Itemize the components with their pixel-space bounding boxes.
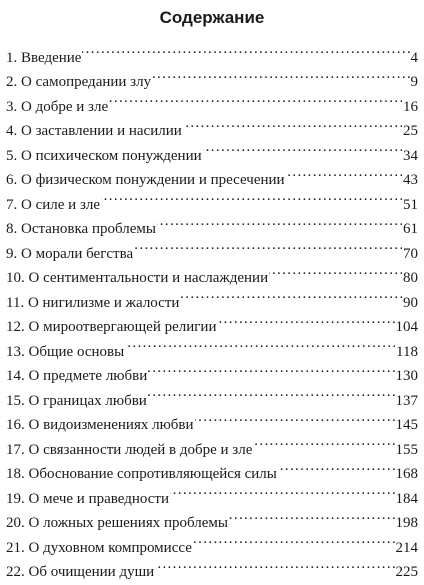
toc-entry-page: 118: [396, 343, 418, 360]
toc-entry-label: 3. О добре и зле: [6, 98, 109, 115]
toc-entry-page: 70: [403, 245, 418, 262]
toc-entry-label: 2. О самопредании злу: [6, 74, 152, 90]
toc-entry-label: 14. О предмете любви: [6, 368, 148, 384]
toc-entry-label: 11. О нигилизме и жалости: [6, 294, 180, 311]
dot-leader: [82, 37, 409, 62]
dot-leader: [101, 184, 402, 209]
toc-entry-label: 7. О силе и зле: [6, 196, 101, 213]
toc-entry-page: 34: [403, 147, 418, 164]
toc-entry-page: 80: [403, 270, 418, 286]
toc-entry-page: 184: [395, 490, 418, 507]
toc-entry-page: 4: [410, 49, 418, 66]
toc-entry-page: 155: [395, 441, 418, 458]
toc-entry-page: 90: [403, 294, 418, 311]
toc-entry-page: 43: [403, 172, 418, 188]
toc-title: Содержание: [159, 8, 265, 27]
toc-entry-label: 15. О границах любви: [6, 392, 147, 409]
dot-leader: [195, 405, 395, 430]
toc-entry-label: 16. О видоизменениях любви: [6, 417, 194, 433]
toc-entry-label: 19. О мече и праведности: [6, 490, 170, 507]
dot-leader: [218, 307, 395, 332]
toc-entry-page: 225: [395, 564, 418, 580]
toc-entry-label: 9. О морали бегства: [6, 245, 134, 262]
dot-leader: [157, 209, 402, 234]
toc-entry-label: 6. О физическом понуждении и пресечении: [6, 172, 285, 188]
dot-leader: [203, 135, 402, 160]
dot-leader: [148, 380, 395, 405]
toc-entry-label: 10. О сентиментальности и наслаждении: [6, 270, 269, 286]
toc-entry-page: 104: [395, 319, 418, 335]
toc-entry-page: 145: [395, 417, 418, 433]
dot-leader: [155, 552, 394, 577]
toc-entry[interactable]: [6, 37, 418, 66]
toc-page: [0, 8, 424, 583]
toc-entry-page: 51: [403, 196, 418, 213]
toc-entry-page: 137: [395, 392, 418, 409]
toc-entry-label: 17. О связанности людей в добре и зле: [6, 441, 253, 458]
toc-entry-page: 214: [395, 539, 418, 556]
dot-leader: [286, 160, 402, 185]
toc-entry-label: 4. О заставлении и насилии: [6, 123, 182, 139]
toc-entry-label: 13. Общие основы: [6, 343, 125, 360]
dot-leader: [229, 503, 395, 528]
dot-leader: [148, 356, 394, 381]
dot-leader: [193, 527, 395, 552]
dot-leader: [170, 478, 394, 503]
toc-entry-label: 1. Введение: [6, 49, 82, 66]
toc-entry-page: 168: [395, 466, 418, 482]
dot-leader: [278, 454, 395, 479]
toc-entry-label: 22. Об очищении души: [6, 564, 155, 580]
dot-leader: [180, 282, 402, 307]
toc-entry-label: 5. О психическом понуждении: [6, 147, 202, 164]
toc-entry-page: 130: [395, 368, 418, 384]
toc-entry-label: 21. О духовном компромиссе: [6, 539, 192, 556]
toc-entry-page: 198: [395, 515, 418, 531]
dot-leader: [269, 258, 402, 283]
dot-leader: [152, 62, 409, 87]
dot-leader: [125, 331, 395, 356]
toc-entry-page: 16: [403, 98, 418, 115]
dot-leader: [253, 429, 394, 454]
dot-leader: [109, 86, 402, 111]
toc-entry-label: 8. Остановка проблемы: [6, 221, 156, 237]
toc-entry-label: 20. О ложных решениях проблемы: [6, 515, 228, 531]
toc-list: [6, 37, 418, 580]
dot-leader: [134, 233, 402, 258]
toc-entry-page: 61: [403, 221, 418, 237]
toc-entry-label: 18. Обоснование сопротивляющейся силы: [6, 466, 277, 482]
toc-entry-page: 25: [403, 123, 418, 139]
toc-entry-label: 12. О мироотвергающей религии: [6, 319, 217, 335]
dot-leader: [183, 111, 402, 136]
toc-entry-page: 9: [410, 74, 418, 90]
